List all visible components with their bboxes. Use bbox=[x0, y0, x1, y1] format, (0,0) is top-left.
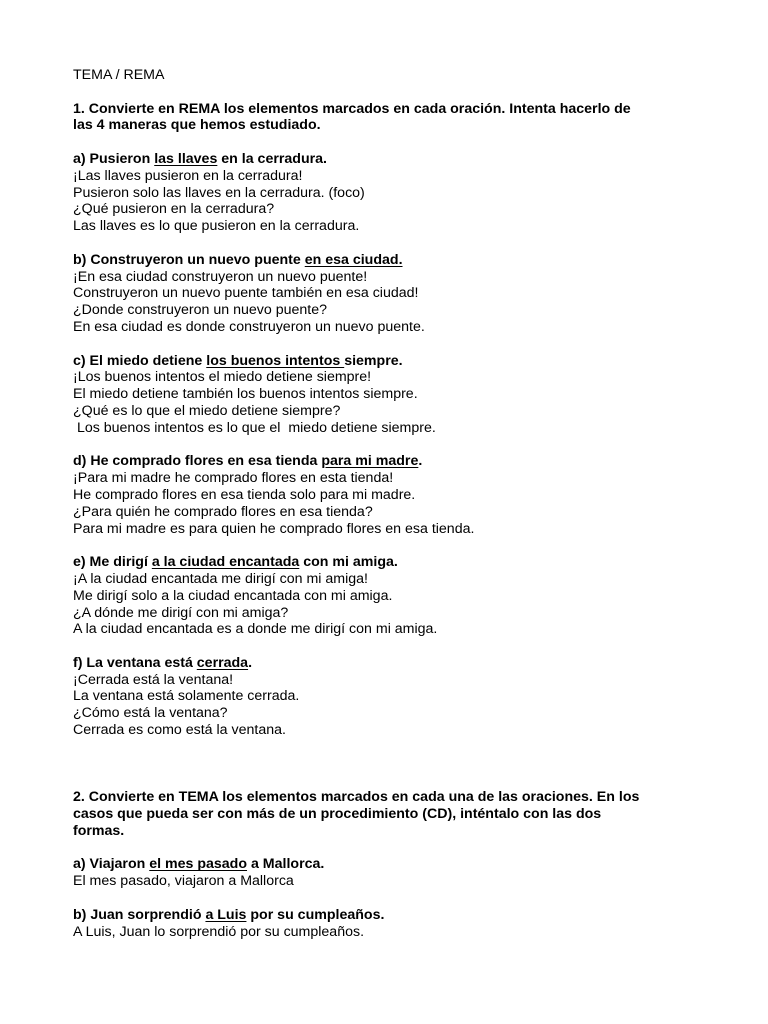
answer-line: Para mi madre es para quien he comprado flores en esa tienda. bbox=[73, 520, 475, 537]
answer-line: ¡En esa ciudad construyeron un nuevo puente! bbox=[73, 268, 368, 285]
question-text: . bbox=[248, 654, 253, 671]
question-text: a) Viajaron bbox=[73, 856, 150, 873]
question-text: c) El miedo detiene bbox=[73, 352, 207, 369]
exercise-2-item-a bbox=[73, 856, 723, 890]
marked-element: el mes pasado bbox=[149, 856, 248, 873]
marked-element: los buenos intentos bbox=[206, 352, 345, 369]
question-text: en la cerradura. bbox=[217, 150, 327, 167]
question-text: a Mallorca. bbox=[247, 856, 325, 873]
question-text: e) Me dirigí bbox=[73, 554, 152, 571]
item-question bbox=[73, 252, 723, 269]
answer-line: ¡Los buenos intentos el miedo detiene siempre! bbox=[73, 369, 372, 386]
exercise-1-instruction-line-1: 1. Convierte en REMA los elementos marcados en cada oración. Intenta hacerlo de bbox=[73, 100, 631, 117]
exercise-1-item-c bbox=[73, 353, 723, 437]
answer-line: Construyeron un nuevo puente también en esa ciudad! bbox=[73, 285, 419, 302]
exercise-2-item-b bbox=[73, 907, 723, 941]
question-text: a) Pusieron bbox=[73, 150, 155, 167]
exercise-2 bbox=[73, 789, 723, 940]
answer-line: Pusieron solo las llaves en la cerradura. (foco) bbox=[73, 184, 365, 201]
question-text: siempre. bbox=[344, 352, 403, 369]
marked-element: las llaves bbox=[154, 150, 218, 167]
answer-line: ¿Cómo está la ventana? bbox=[73, 705, 228, 722]
item-question bbox=[73, 856, 723, 873]
answer-line: ¡Cerrada está la ventana! bbox=[73, 671, 234, 688]
answer-line: ¿Qué es lo que el miedo detiene siempre? bbox=[73, 402, 341, 419]
item-question bbox=[73, 353, 723, 370]
item-question bbox=[73, 907, 723, 924]
answer-line: La ventana está solamente cerrada. bbox=[73, 688, 300, 705]
answer-line: Las llaves es lo que pusieron en la cerradura. bbox=[73, 218, 360, 235]
marked-element: a la ciudad encantada bbox=[151, 554, 300, 571]
exercise-1-item-b bbox=[73, 252, 723, 336]
answer-line: ¿A dónde me dirigí con mi amiga? bbox=[73, 604, 289, 621]
marked-element: a Luis bbox=[205, 906, 247, 923]
question-text: b) Construyeron un nuevo puente bbox=[73, 251, 305, 268]
answer-line: Me dirigí solo a la ciudad encantada con mi amiga. bbox=[73, 587, 393, 604]
answer-line: ¡A la ciudad encantada me dirigí con mi amiga! bbox=[73, 570, 368, 587]
document-page bbox=[73, 67, 723, 940]
answer-line: A Luis, Juan lo sorprendió por su cumpleaños. bbox=[73, 923, 365, 940]
answer-line: ¡Para mi madre he comprado flores en esta tienda! bbox=[73, 470, 394, 487]
exercise-2-instruction-line-1: 2. Convierte en TEMA los elementos marcados en cada una de las oraciones. En los bbox=[73, 789, 640, 806]
answer-line: ¿Qué pusieron en la cerradura? bbox=[73, 201, 275, 218]
exercise-1 bbox=[73, 101, 723, 739]
answer-line: ¿Para quién he comprado flores en esa tienda? bbox=[73, 503, 373, 520]
item-question bbox=[73, 554, 723, 571]
exercise-1-item-e bbox=[73, 554, 723, 638]
marked-element: en esa ciudad. bbox=[304, 251, 403, 268]
marked-element: cerrada bbox=[196, 654, 249, 671]
item-question bbox=[73, 655, 723, 672]
answer-line: En esa ciudad es donde construyeron un nuevo puente. bbox=[73, 318, 425, 335]
question-text: con mi amiga. bbox=[299, 554, 398, 571]
exercise-2-instruction-line-3: formas. bbox=[73, 822, 125, 839]
answer-line: Cerrada es como está la ventana. bbox=[73, 722, 286, 739]
answer-line: Los buenos intentos es lo que el miedo detiene siempre. bbox=[73, 419, 436, 436]
question-text: f) La ventana está bbox=[73, 654, 197, 671]
exercise-1-item-d bbox=[73, 453, 723, 537]
exercise-1-instruction-line-2: las 4 maneras que hemos estudiado. bbox=[73, 117, 321, 134]
exercise-1-item-a bbox=[73, 151, 723, 235]
answer-line: ¡Las llaves pusieron en la cerradura! bbox=[73, 167, 303, 184]
answer-line: ¿Donde construyeron un nuevo puente? bbox=[73, 302, 327, 319]
marked-element: para mi madre bbox=[321, 453, 419, 470]
question-text: . bbox=[418, 453, 423, 470]
item-question bbox=[73, 453, 723, 470]
question-text: por su cumpleaños. bbox=[246, 906, 385, 923]
answer-line: El mes pasado, viajaron a Mallorca bbox=[73, 873, 294, 890]
answer-line: He comprado flores en esa tienda solo para mi madre. bbox=[73, 486, 416, 503]
answer-line: A la ciudad encantada es a donde me dirigí con mi amiga. bbox=[73, 621, 438, 638]
question-text: b) Juan sorprendió bbox=[73, 906, 206, 923]
item-question bbox=[73, 151, 723, 168]
question-text: d) He comprado flores en esa tienda bbox=[73, 453, 322, 470]
document-title: TEMA / REMA bbox=[73, 67, 165, 83]
exercise-2-instruction-line-2: casos que pueda ser con más de un procedimiento (CD), inténtalo con las dos bbox=[73, 806, 602, 823]
exercise-1-item-f bbox=[73, 655, 723, 739]
answer-line: El miedo detiene también los buenos intentos siempre. bbox=[73, 386, 418, 403]
